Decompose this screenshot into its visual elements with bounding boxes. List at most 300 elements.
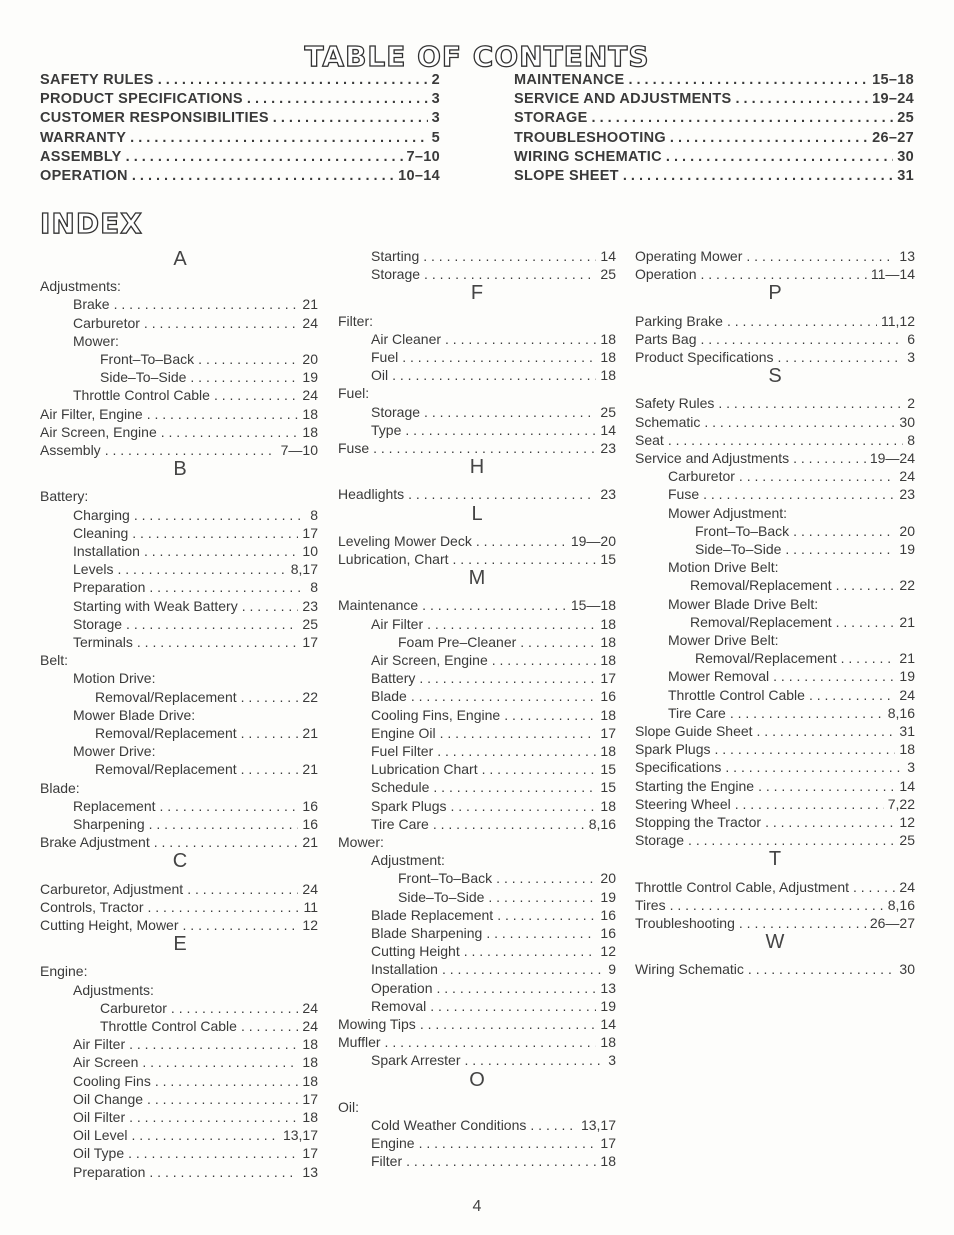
index-entry <box>635 961 915 977</box>
entry-page: 23 <box>302 597 318 614</box>
dot-leader <box>187 881 298 897</box>
entry-label: Throttle Control Cable <box>73 387 210 404</box>
index-entry <box>371 961 616 977</box>
entry-page: 21 <box>899 613 915 630</box>
entry-label: Tire Care <box>668 704 726 721</box>
entry-label: Carburetor <box>100 999 167 1016</box>
index-entry <box>73 333 318 349</box>
entry-label: Tire Care <box>371 815 429 832</box>
entry-label: Parking Brake <box>635 312 723 329</box>
index-entry <box>338 834 616 850</box>
entry-label: Cold Weather Conditions <box>371 1117 527 1133</box>
entry-label: STORAGE <box>514 110 588 127</box>
entry-page: 30 <box>897 148 914 165</box>
entry-label: Side–To–Side <box>100 369 187 386</box>
index-entry <box>668 559 915 575</box>
index-entry <box>690 577 915 593</box>
dot-leader <box>411 688 597 704</box>
dot-leader <box>592 110 894 126</box>
entry-page: 17 <box>302 634 318 650</box>
dot-leader <box>405 422 596 438</box>
index-entry <box>95 725 318 741</box>
dot-leader <box>666 149 893 165</box>
entry-page: 18 <box>600 652 616 668</box>
entry-page: 3 <box>907 759 915 776</box>
index-entry <box>73 707 318 723</box>
index-entry <box>635 814 915 830</box>
entry-label: Mower: <box>73 332 119 349</box>
entry-page: 18 <box>600 367 616 384</box>
dot-leader <box>126 616 298 632</box>
entry-label: Cooling Fins <box>73 1072 151 1089</box>
dot-leader <box>154 834 299 850</box>
dot-leader <box>132 168 394 184</box>
entry-label: Terminals <box>73 634 133 650</box>
dot-leader <box>746 248 895 264</box>
index-letter-heading: B <box>173 458 187 481</box>
index-entry <box>73 387 318 403</box>
dot-leader <box>241 689 299 705</box>
index-entry <box>40 424 318 440</box>
entry-page: 8,16 <box>887 896 915 913</box>
index-entry <box>100 1018 318 1034</box>
index-entry <box>668 486 915 502</box>
entry-label: Carburetor <box>73 314 140 331</box>
entry-label: Adjustments: <box>73 981 154 998</box>
entry-label: Assembly <box>40 442 101 458</box>
dot-leader <box>437 743 596 759</box>
index-entry <box>338 1099 616 1115</box>
index-letter-heading: E <box>173 933 187 956</box>
page-number: 4 <box>472 1198 482 1215</box>
entry-page: 22 <box>899 577 915 594</box>
dot-leader <box>688 832 895 848</box>
index-entry <box>338 551 616 567</box>
dot-leader <box>126 149 403 165</box>
index-letter-heading: F <box>470 282 484 305</box>
index-entry <box>371 670 616 686</box>
index-entry <box>40 488 318 504</box>
index-entry <box>40 780 318 796</box>
index-letter-heading: H <box>469 456 485 479</box>
dot-leader <box>149 579 306 595</box>
index-entry <box>668 705 915 721</box>
entry-label: Preparation <box>73 579 146 596</box>
index-letter-heading: T <box>768 848 782 871</box>
index-letter-heading: L <box>471 502 483 525</box>
toc-title: TABLE OF CONTENTS <box>304 40 650 73</box>
entry-label: Stopping the Tractor <box>635 814 762 830</box>
index-entry <box>73 798 318 814</box>
index-entry <box>40 278 318 294</box>
index-entry <box>371 743 616 759</box>
entry-page: 15—18 <box>570 597 616 614</box>
index-entry <box>371 422 616 438</box>
entry-page: 19 <box>302 369 318 386</box>
entry-label: Storage <box>73 615 123 632</box>
entry-page: 3 <box>431 91 440 108</box>
entry-page: 13,17 <box>282 1127 318 1144</box>
entry-page: 16 <box>600 906 616 923</box>
entry-page: 19 <box>600 888 616 905</box>
entry-label: Front–To–Back <box>695 522 790 539</box>
entry-label: Service and Adjustments <box>635 450 790 466</box>
index-entry <box>73 296 318 312</box>
entry-label: Engine <box>371 1135 415 1152</box>
toc-entry <box>514 149 914 168</box>
dot-leader <box>214 387 298 403</box>
dot-leader <box>190 369 298 385</box>
dot-leader <box>247 91 428 107</box>
dot-leader <box>419 1135 597 1151</box>
index-entry <box>73 1091 318 1107</box>
toc-entry <box>40 168 440 187</box>
index-entry <box>100 351 318 367</box>
entry-label: Engine Oil <box>371 724 436 741</box>
entry-label: Air Screen <box>73 1054 139 1071</box>
dot-leader <box>427 616 596 632</box>
index-entry <box>371 1153 616 1169</box>
entry-page: 17 <box>600 1135 616 1152</box>
entry-page: 13 <box>899 248 915 264</box>
entry-label: Removal/Replacement <box>690 577 832 594</box>
dot-leader <box>793 450 866 466</box>
dot-leader <box>273 110 428 126</box>
index-entry <box>635 915 915 931</box>
entry-page: 3 <box>907 349 915 365</box>
entry-page: 10–14 <box>398 167 440 184</box>
entry-page: 12 <box>899 814 915 830</box>
entry-label: Engine: <box>40 963 88 980</box>
entry-label: WARRANTY <box>40 129 127 146</box>
dot-leader <box>739 468 896 484</box>
dot-leader <box>497 907 596 923</box>
index-entry <box>398 889 616 905</box>
entry-label: Fuse <box>668 486 700 503</box>
dot-leader <box>158 72 428 88</box>
dot-leader <box>703 486 895 502</box>
entry-page: 18 <box>899 741 915 758</box>
index-entry <box>40 652 318 668</box>
entry-label: Removal/Replacement <box>690 613 832 630</box>
entry-label: Filter: <box>338 312 373 329</box>
dot-leader <box>129 1036 298 1052</box>
toc-entry <box>514 72 914 91</box>
entry-page: 20 <box>899 522 915 539</box>
index-entry <box>668 632 915 648</box>
index-entry <box>73 982 318 998</box>
index-entry <box>73 507 318 523</box>
entry-label: Mowing Tips <box>338 1016 416 1032</box>
entry-page: 11,12 <box>881 312 915 329</box>
dot-leader <box>450 798 596 814</box>
index-entry <box>73 1145 318 1161</box>
dot-leader <box>735 796 884 812</box>
index-entry <box>371 980 616 996</box>
entry-page: 18 <box>302 405 318 422</box>
dot-leader <box>727 313 877 329</box>
dot-leader <box>482 761 597 777</box>
index-entry <box>398 870 616 886</box>
index-entry <box>371 798 616 814</box>
entry-label: Removal/Replacement <box>695 650 837 667</box>
index-entry <box>635 450 915 466</box>
index-entry <box>73 634 318 650</box>
entry-page: 17 <box>600 724 616 741</box>
dot-leader <box>464 1052 604 1068</box>
index-entry <box>635 432 915 448</box>
dot-leader <box>440 725 597 741</box>
entry-label: TROUBLESHOOTING <box>514 129 666 146</box>
index-entry <box>635 349 915 365</box>
entry-page: 24 <box>302 880 318 897</box>
index-entry <box>40 899 318 915</box>
index-entry <box>398 634 616 650</box>
entry-page: 12 <box>302 917 318 933</box>
entry-label: Type <box>371 421 402 438</box>
entry-label: Mower Removal <box>668 668 770 685</box>
entry-label: Charging <box>73 506 130 523</box>
entry-page: 17 <box>302 1145 318 1162</box>
entry-label: Removal/Replacement <box>95 688 237 705</box>
entry-label: Air Filter, Engine <box>40 405 143 422</box>
entry-label: Cutting Height <box>371 943 460 960</box>
entry-page: 21 <box>302 834 318 851</box>
entry-label: Adjustment: <box>371 852 445 869</box>
entry-label: Mower Blade Drive: <box>73 706 196 723</box>
toc-entry <box>514 130 914 149</box>
entry-label: Maintenance <box>338 597 419 614</box>
index-entry <box>338 440 616 456</box>
dot-leader <box>142 1054 298 1070</box>
entry-page: 21 <box>302 725 318 741</box>
entry-page: 24 <box>302 1018 318 1034</box>
entry-label: WIRING SCHEMATIC <box>514 148 662 165</box>
dot-leader <box>149 1164 298 1180</box>
entry-label: Oil Change <box>73 1090 144 1107</box>
entry-label: Spark Plugs <box>371 797 447 814</box>
entry-label: SAFETY RULES <box>40 72 154 88</box>
dot-leader <box>530 1117 577 1133</box>
entry-label: Controls, Tractor <box>40 898 144 915</box>
entry-page: 18 <box>600 330 616 347</box>
entry-page: 16 <box>302 797 318 814</box>
entry-label: Oil Filter <box>73 1109 126 1125</box>
entry-page: 21 <box>899 650 915 667</box>
index-letter-heading: P <box>768 282 782 305</box>
index-entry <box>371 925 616 941</box>
entry-label: Carburetor <box>668 468 735 485</box>
index-entry <box>73 616 318 632</box>
entry-label: Air Filter <box>371 615 424 632</box>
dot-leader <box>160 798 299 814</box>
entry-label: Headlights <box>338 486 405 503</box>
index-entry <box>690 614 915 630</box>
entry-label: Mower Blade Drive Belt: <box>668 595 819 612</box>
dot-leader <box>836 614 896 630</box>
entry-page: 8,16 <box>588 815 616 832</box>
index-letter-heading: M <box>468 567 486 590</box>
entry-label: Slope Guide Sheet <box>635 723 753 739</box>
dot-leader <box>147 1091 298 1107</box>
index-entry <box>73 1164 318 1180</box>
entry-label: Carburetor, Adjustment <box>40 880 184 897</box>
entry-label: Sharpening <box>73 816 145 832</box>
index-entry <box>95 689 318 705</box>
index-entry <box>371 331 616 347</box>
entry-page: 19 <box>600 997 616 1014</box>
index-entry <box>635 331 915 347</box>
dot-leader <box>628 72 868 88</box>
dot-leader <box>718 395 903 411</box>
entry-page: 18 <box>600 1153 616 1170</box>
dot-leader <box>137 634 299 650</box>
entry-page: 31 <box>899 723 915 739</box>
dot-leader <box>392 367 596 383</box>
index-entry <box>371 998 616 1014</box>
entry-page: 18 <box>302 1036 318 1053</box>
index-entry <box>73 561 318 577</box>
entry-label: Muffler <box>338 1034 381 1051</box>
entry-label: Steering Wheel <box>635 795 731 812</box>
entry-page: 2 <box>431 72 440 88</box>
index-entry <box>371 266 616 282</box>
dot-leader <box>670 897 884 913</box>
entry-label: Leveling Mower Deck <box>338 532 472 549</box>
index-entry <box>40 834 318 850</box>
dot-leader <box>464 943 597 959</box>
entry-label: Product Specifications <box>635 349 774 365</box>
entry-page: 13,17 <box>580 1117 616 1133</box>
toc-entry <box>514 168 914 187</box>
index-entry <box>40 881 318 897</box>
toc-entry <box>40 130 440 149</box>
entry-page: 25 <box>302 615 318 632</box>
dot-leader <box>785 541 895 557</box>
index-entry <box>73 315 318 331</box>
entry-page: 24 <box>302 999 318 1016</box>
dot-leader <box>476 533 567 549</box>
entry-label: CUSTOMER RESPONSIBILITIES <box>40 110 269 127</box>
entry-label: Installation <box>73 543 140 559</box>
entry-label: Safety Rules <box>635 395 715 412</box>
entry-label: Schematic <box>635 413 701 430</box>
toc-entry <box>40 149 440 168</box>
index-entry <box>73 1127 318 1143</box>
entry-label: Wiring Schematic <box>635 961 744 978</box>
index-entry <box>338 385 616 401</box>
dot-leader <box>424 404 596 420</box>
toc-entry <box>40 91 440 110</box>
entry-page: 14 <box>899 777 915 794</box>
dot-leader <box>161 424 299 440</box>
entry-page: 17 <box>302 524 318 541</box>
index-entry <box>100 1000 318 1016</box>
entry-page: 19 <box>899 541 915 557</box>
entry-label: Tires <box>635 896 666 913</box>
index-entry <box>338 1016 616 1032</box>
index-entry <box>668 596 915 612</box>
entry-page: 25 <box>600 266 616 283</box>
entry-page: 24 <box>899 878 915 895</box>
entry-page: 17 <box>600 670 616 687</box>
dot-leader <box>765 814 895 830</box>
toc-entry <box>514 110 914 129</box>
entry-label: Specifications <box>635 759 722 776</box>
dot-leader <box>757 723 896 739</box>
entry-page: 7—10 <box>280 442 318 458</box>
entry-label: Air Screen, Engine <box>371 652 488 668</box>
dot-leader <box>793 523 895 539</box>
entry-label: Spark Plugs <box>635 741 711 758</box>
entry-label: Throttle Control Cable <box>100 1018 237 1034</box>
entry-page: 21 <box>302 761 318 778</box>
entry-label: Levels <box>73 561 114 578</box>
entry-label: Oil Level <box>73 1127 128 1144</box>
entry-page: 7–10 <box>406 148 440 165</box>
entry-page: 16 <box>600 688 616 705</box>
index-entry <box>635 897 915 913</box>
dot-leader <box>504 707 596 723</box>
entry-label: Removal/Replacement <box>95 725 237 741</box>
dot-leader <box>183 917 299 933</box>
index-entry <box>338 313 616 329</box>
index-entry <box>668 687 915 703</box>
index-entry <box>40 406 318 422</box>
index-entry <box>695 541 915 557</box>
dot-leader <box>773 668 895 684</box>
dot-leader <box>402 349 596 365</box>
entry-page: 23 <box>899 486 915 503</box>
toc-entry <box>514 91 914 110</box>
entry-label: Filter <box>371 1153 403 1170</box>
entry-page: 5 <box>431 129 440 146</box>
dot-leader <box>486 925 596 941</box>
entry-page: 14 <box>600 421 616 438</box>
entry-page: 18 <box>302 1054 318 1071</box>
entry-page: 8 <box>310 506 318 523</box>
entry-page: 18 <box>600 706 616 723</box>
entry-label: Operation <box>635 266 697 283</box>
index-entry <box>635 796 915 812</box>
entry-page: 8 <box>310 579 318 596</box>
dot-leader <box>725 759 903 775</box>
index-entry <box>371 616 616 632</box>
dot-leader <box>668 432 903 448</box>
entry-page: 10 <box>302 543 318 559</box>
index-title: INDEX <box>40 207 143 240</box>
entry-label: Motion Drive: <box>73 670 156 687</box>
dot-leader <box>436 980 596 996</box>
entry-label: Throttle Control Cable <box>668 686 805 703</box>
dot-leader <box>488 889 596 905</box>
entry-label: Front–To–Back <box>100 351 195 367</box>
dot-leader <box>406 1153 596 1169</box>
entry-label: Removal/Replacement <box>95 761 237 778</box>
entry-page: 24 <box>899 468 915 485</box>
entry-page: 26—27 <box>869 915 915 931</box>
index-entry <box>73 579 318 595</box>
index-entry <box>371 707 616 723</box>
index-entry <box>668 468 915 484</box>
entry-page: 19—24 <box>869 450 915 466</box>
entry-label: Lubrication, Chart <box>338 551 449 567</box>
entry-label: Starting the Engine <box>635 777 755 794</box>
index-entry <box>668 668 915 684</box>
index-entry <box>371 725 616 741</box>
entry-page: 7,22 <box>887 795 915 812</box>
dot-leader <box>496 870 596 886</box>
